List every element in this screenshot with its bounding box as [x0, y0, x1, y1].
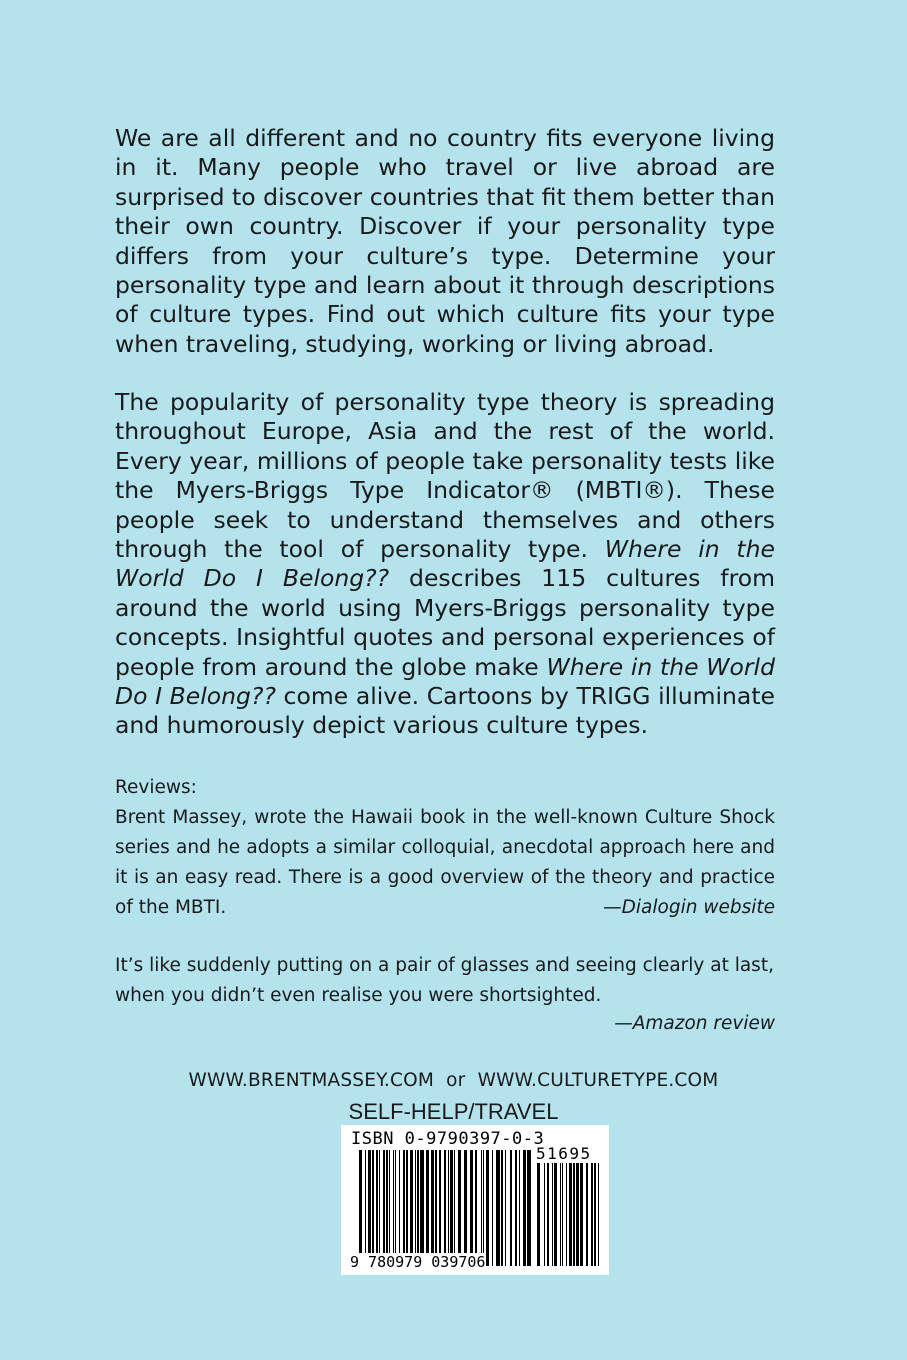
paragraph-2-text-3: come alive. Cartoons by TRIGG illuminate and humorously depict various culture types. — [115, 682, 775, 740]
barcode-bar — [519, 1150, 520, 1266]
barcode-bar — [598, 1163, 599, 1266]
barcode-bar — [496, 1150, 500, 1266]
barcode-bar — [481, 1150, 482, 1266]
barcode-bar — [435, 1150, 437, 1266]
barcode-bar — [566, 1163, 567, 1266]
ean-barcode-bars — [359, 1150, 531, 1266]
barcode-bar — [386, 1150, 388, 1266]
barcode-bar — [464, 1150, 467, 1266]
barcode-bar — [365, 1150, 366, 1266]
barcode-bar — [475, 1150, 477, 1266]
barcode-bar — [470, 1150, 473, 1266]
barcode-bar — [417, 1150, 419, 1266]
barcode-bar — [560, 1163, 561, 1266]
barcode-digits: 9 780979 039706 — [350, 1253, 486, 1271]
isbn-barcode — [341, 1125, 609, 1275]
barcode-bar — [376, 1150, 378, 1266]
isbn-number: ISBN 0-9790397-0-3 — [351, 1129, 545, 1149]
barcode-bar — [393, 1150, 394, 1266]
description-paragraph-1: We are all different and no country fits everyone living in it. Many people who travel or live abroad are surprised to discover countries that fit them better than their own country. Discover if your personality type differs from your culture’s type. Determine your personality type and learn about it through descriptions of culture types. Find out which culture fits your type when traveling, studying, working or living abroad. — [115, 124, 775, 358]
barcode-bar — [562, 1163, 563, 1266]
barcode-bar — [444, 1150, 446, 1266]
reviews-heading: Reviews: — [115, 777, 197, 798]
review-1-attribution: —Dialogin website — [603, 897, 775, 918]
barcode-bar — [544, 1163, 545, 1266]
barcode-bar — [372, 1150, 374, 1266]
barcode-bar — [573, 1163, 575, 1266]
barcode-bar — [515, 1150, 517, 1266]
barcode-bar — [501, 1150, 503, 1266]
review-2-text: It’s like suddenly putting on a pair of glasses and seeing clearly at last, when you didn’t even realise you were shortsighted. — [115, 955, 774, 1006]
barcode-bar — [569, 1163, 572, 1266]
barcode-bar — [379, 1150, 380, 1266]
barcode-bar — [420, 1150, 424, 1266]
barcode-bar — [591, 1163, 593, 1266]
addon-barcode-bars — [537, 1163, 599, 1266]
barcode-bar — [554, 1163, 557, 1266]
barcode-bar — [586, 1163, 588, 1266]
price-code: 51695 — [536, 1144, 592, 1163]
barcode-bar — [523, 1150, 526, 1266]
barcode-bar — [410, 1150, 413, 1266]
barcode-bar — [454, 1150, 455, 1266]
review-2-attribution: —Amazon review — [614, 1013, 775, 1034]
barcode-bar — [426, 1150, 429, 1266]
barcode-bar — [439, 1150, 441, 1266]
barcode-bar — [594, 1163, 596, 1266]
barcode-bar — [537, 1163, 540, 1266]
barcode-bar — [399, 1150, 400, 1266]
book-title-italic-2: Where in the World Do I Belong?? — [115, 652, 775, 711]
barcode-bar — [552, 1163, 553, 1266]
barcode-bar — [448, 1150, 449, 1266]
barcode-bar — [505, 1150, 506, 1266]
barcode-bar — [576, 1163, 579, 1266]
barcode-bar — [547, 1163, 549, 1266]
barcode-bar — [415, 1150, 416, 1266]
barcode-bar — [406, 1150, 408, 1266]
barcode-bar — [395, 1150, 396, 1266]
barcode-bar — [450, 1150, 453, 1266]
barcode-bar — [383, 1150, 385, 1266]
barcode-bar — [486, 1150, 489, 1266]
barcode-bar — [510, 1150, 512, 1266]
category-label: SELF-HELP/TRAVEL — [348, 1099, 559, 1124]
barcode-bar — [492, 1150, 493, 1266]
paragraph-2-text-2: describes 115 cultures from around the world using Myers-Briggs personality type concepts. Insightful quotes and personal experiences of people from around the globe make — [115, 564, 775, 681]
barcode-bar — [389, 1150, 390, 1266]
barcode-bar — [403, 1150, 405, 1266]
barcode-bar — [527, 1150, 531, 1266]
barcode-bar — [458, 1150, 461, 1266]
barcode-bar — [359, 1150, 362, 1266]
paragraph-2-text-1: The popularity of personality type theory is spreading throughout Europe, Asia and the rest of the world. Every year, millions of people take personality tests like the Myers-Briggs Type Indicator® (MBTI®). These people seek to understand themselves and others through the tool of personality type. — [115, 388, 775, 564]
description-paragraph-2 — [115, 388, 775, 741]
barcode-bar — [580, 1163, 583, 1266]
review-1-text: Brent Massey, wrote the Hawaii book in the well-known Culture Shock series and he adopts a similar colloquial, anecdotal approach here and it is an easy read. There is a good overview of the theory and practice of the MBTI. — [115, 807, 775, 918]
website-urls: WWW.BRENTMASSEY.COM or WWW.CULTURETYPE.COM — [188, 1070, 719, 1091]
barcode-bar — [368, 1150, 371, 1266]
barcode-bar — [431, 1150, 434, 1266]
barcode-bar — [483, 1150, 484, 1266]
book-title-italic-1: Where in the World Do I Belong?? — [115, 535, 775, 593]
